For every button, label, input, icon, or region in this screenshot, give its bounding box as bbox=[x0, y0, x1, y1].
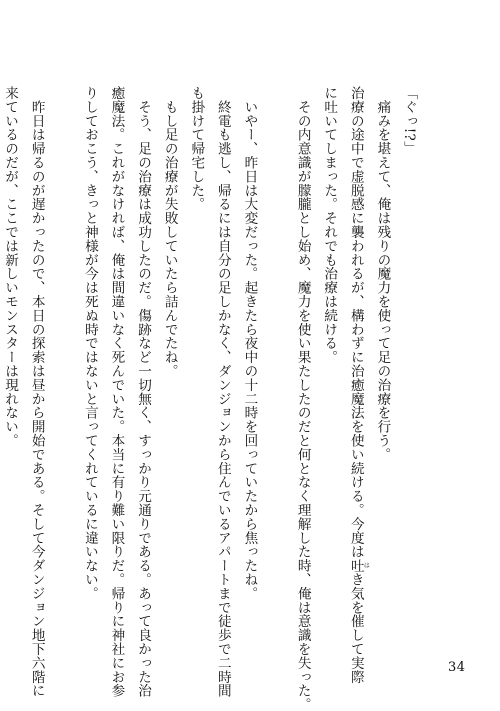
paragraph-gap bbox=[262, 86, 289, 641]
text-line: そう、足の治療は成功したのだ。傷跡など一切無く、すっかり元通りである。あって良かった治 bbox=[135, 86, 152, 698]
ruby-annotation: 吐は bbox=[347, 558, 370, 573]
text-line: 痛みを堪えて、俺は残りの魔力を使って足の治療を行う。 bbox=[374, 86, 391, 462]
paragraph-gap bbox=[50, 86, 77, 641]
text-line: 終電も逃し、帰るには自分の足しかなく、ダンジョンから住んでいるアパートまで徒歩で二時間 bbox=[214, 86, 231, 698]
page-number: 34 bbox=[448, 660, 466, 675]
text-line: 「ぐっ!?」 bbox=[401, 86, 417, 155]
text-line: も掛けて帰宅した。 bbox=[188, 86, 205, 212]
vertical-text-block bbox=[0, 86, 422, 711]
text-line: いやー、昨日は大変だった。起きたら夜中の十二時を回っていたから焦ったね。 bbox=[241, 86, 258, 601]
text-line: 治療の途中で虚脱感に襲われるが、構わずに治癒魔法を使い続ける。今度は吐はき気を催して実際 bbox=[347, 86, 370, 684]
text-line: 癒魔法。これがなければ、俺は間違いなく死んでいた。本当に有り難い限りだ。帰りに神社にお参 bbox=[108, 86, 125, 698]
text-line: もし足の治療が失敗していたら詰んでたね。 bbox=[161, 86, 178, 378]
text-line: に吐いてしまった。それでも治療は続ける。 bbox=[321, 86, 338, 364]
text-line: その内意識が朦朧とし始め、魔力を使い果たしたのだと何となく理解した時、俺は意識を失った。 bbox=[294, 86, 311, 711]
text-line: 来ているのだが、ここでは新しいモンスターは現れない。 bbox=[2, 86, 19, 448]
ruby-reading: は bbox=[362, 558, 370, 573]
text-line: 昨日は帰るのが遅かったので、本日の探索は昼から開始である。そして今ダンジョン地下六階に bbox=[28, 86, 45, 698]
text-line: りしておこう、きっと神様が今は死ぬ時ではないと言ってくれているに違いない。 bbox=[81, 86, 98, 601]
